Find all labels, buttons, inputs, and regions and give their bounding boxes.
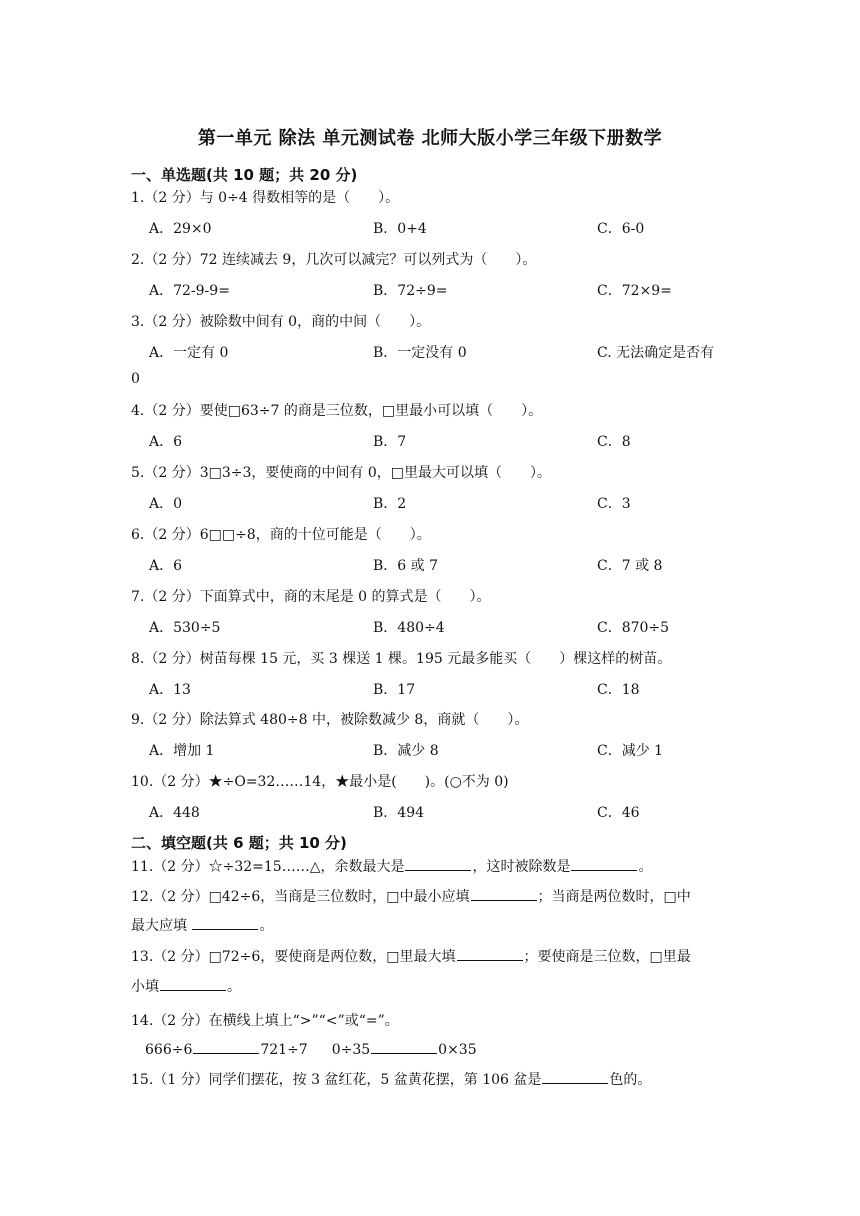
question-14: 14.（2 分）在横线上填上“>”“<”或“=”。 (131, 1013, 399, 1029)
question-9: 9.（2 分）除法算式 480÷8 中，被除数减少 8，商就（ ）。 (131, 712, 529, 728)
question-14-expr-1b: 721÷7 (260, 1042, 308, 1058)
question-14-blank-1[interactable] (193, 1039, 259, 1054)
question-4: 4.（2 分）要使□63÷7 的商是三位数，□里最小可以填（ ）。 (131, 403, 543, 419)
question-13-line-2 (131, 976, 241, 996)
question-4-option-c[interactable]: C．8 (597, 434, 631, 450)
question-3-option-b[interactable]: B．一定没有 0 (373, 345, 467, 361)
question-8-option-b[interactable]: B．17 (373, 682, 416, 698)
question-11-text-1: 11.（2 分）☆÷32=15……△，余数最大是 (131, 859, 405, 875)
page-title: 第一单元 除法 单元测试卷 北师大版小学三年级下册数学 (197, 128, 663, 149)
question-13-text-4: 。 (227, 979, 241, 995)
question-9-option-b[interactable]: B．减少 8 (373, 743, 439, 759)
question-5-option-b[interactable]: B．2 (373, 496, 407, 512)
question-6-option-c[interactable]: C．7 或 8 (597, 558, 663, 574)
question-14-expr-2a: 0÷35 (331, 1042, 371, 1058)
question-13-text-3: 小填 (131, 979, 159, 995)
section-heading-single-choice: 一、单选题(共 10 题；共 20 分) (131, 166, 358, 184)
question-9-option-a[interactable]: A．增加 1 (149, 743, 215, 759)
question-8-option-c[interactable]: C．18 (597, 682, 640, 698)
question-10-option-b[interactable]: B．494 (373, 805, 425, 821)
question-14-blank-2[interactable] (371, 1039, 437, 1054)
question-12-blank-2[interactable] (192, 915, 258, 930)
question-6: 6.（2 分）6□□÷8，商的十位可能是（ ）。 (131, 527, 431, 543)
question-12-line-2 (131, 915, 273, 935)
question-1: 1.（2 分）与 0÷4 得数相等的是（ ）。 (131, 190, 400, 206)
question-14-expr-2b: 0×35 (438, 1042, 477, 1058)
question-5-option-c[interactable]: C．3 (597, 496, 631, 512)
question-8: 8.（2 分）树苗每棵 15 元，买 3 棵送 1 棵。195 元最多能买（ ）棵这样的树苗。 (131, 651, 672, 667)
question-1-option-c[interactable]: C．6-0 (597, 221, 645, 237)
question-14-expressions (145, 1039, 477, 1058)
question-3: 3.（2 分）被除数中间有 0，商的中间（ ）。 (131, 314, 431, 330)
question-4-option-a[interactable]: A．6 (149, 434, 183, 450)
question-15 (131, 1069, 651, 1089)
question-13-text-2: ；要使商是三位数，□里最 (523, 949, 691, 965)
question-7-option-a[interactable]: A．530÷5 (149, 620, 221, 636)
question-6-option-a[interactable]: A．6 (149, 558, 183, 574)
question-12-blank-1[interactable] (471, 886, 537, 901)
section-heading-fill-in: 二、填空题(共 6 题；共 10 分) (131, 834, 347, 852)
question-12-text-1: 12.（2 分）□42÷6，当商是三位数时，□中最小应填 (131, 889, 470, 905)
question-7-option-b[interactable]: B．480÷4 (373, 620, 445, 636)
question-11-text-2: ，这时被除数是 (472, 859, 571, 875)
question-12-text-3: 最大应填 (131, 918, 192, 934)
question-7: 7.（2 分）下面算式中，商的末尾是 0 的算式是（ ）。 (131, 589, 491, 605)
question-6-option-b[interactable]: B．6 或 7 (373, 558, 439, 574)
question-13 (131, 946, 691, 966)
question-13-blank-2[interactable] (160, 976, 226, 991)
question-15-text-1: 15.（1 分）同学们摆花，按 3 盆红花，5 盆黄花摆，第 106 盆是 (131, 1072, 542, 1088)
question-1-option-b[interactable]: B．0+4 (373, 221, 427, 237)
question-4-option-b[interactable]: B．7 (373, 434, 407, 450)
question-2-option-a[interactable]: A．72-9-9= (149, 283, 230, 299)
question-11-text-3: 。 (638, 859, 653, 875)
question-14-expr-1a: 666÷6 (145, 1042, 193, 1058)
question-3-option-c[interactable]: C. 无法确定是否有 (597, 345, 715, 361)
question-13-blank-1[interactable] (457, 946, 523, 961)
question-11-blank-2[interactable] (571, 856, 637, 871)
question-2: 2.（2 分）72 连续减去 9，几次可以减完？可以列式为（ ）。 (131, 252, 537, 268)
question-11 (131, 856, 652, 876)
question-12 (131, 886, 691, 906)
question-15-blank-1[interactable] (542, 1069, 608, 1084)
question-9-option-c[interactable]: C．减少 1 (597, 743, 664, 759)
question-1-option-a[interactable]: A．29×0 (149, 221, 212, 237)
question-15-text-2: 色的。 (609, 1072, 652, 1088)
question-13-text-1: 13.（2 分）□72÷6，要使商是两位数，□里最大填 (131, 949, 456, 965)
question-5: 5.（2 分）3□3÷3，要使商的中间有 0，□里最大可以填（ ）。 (131, 465, 551, 481)
question-8-option-a[interactable]: A．13 (149, 682, 191, 698)
question-2-option-c[interactable]: C．72×9= (597, 283, 672, 299)
question-12-text-2: ；当商是两位数时，□中 (537, 889, 691, 905)
question-12-text-4: 。 (259, 918, 274, 934)
question-5-option-a[interactable]: A．0 (149, 496, 183, 512)
question-3-option-c-continued: 0 (131, 371, 140, 387)
question-2-option-b[interactable]: B．72÷9= (373, 283, 448, 299)
question-7-option-c[interactable]: C．870÷5 (597, 620, 670, 636)
question-10-option-c[interactable]: C．46 (597, 805, 640, 821)
question-10-option-a[interactable]: A．448 (149, 805, 200, 821)
question-3-option-a[interactable]: A．一定有 0 (149, 345, 229, 361)
question-10: 10.（2 分）★÷O=32……14，★最小是( )。(○不为 0) (131, 774, 509, 790)
question-11-blank-1[interactable] (405, 856, 471, 871)
